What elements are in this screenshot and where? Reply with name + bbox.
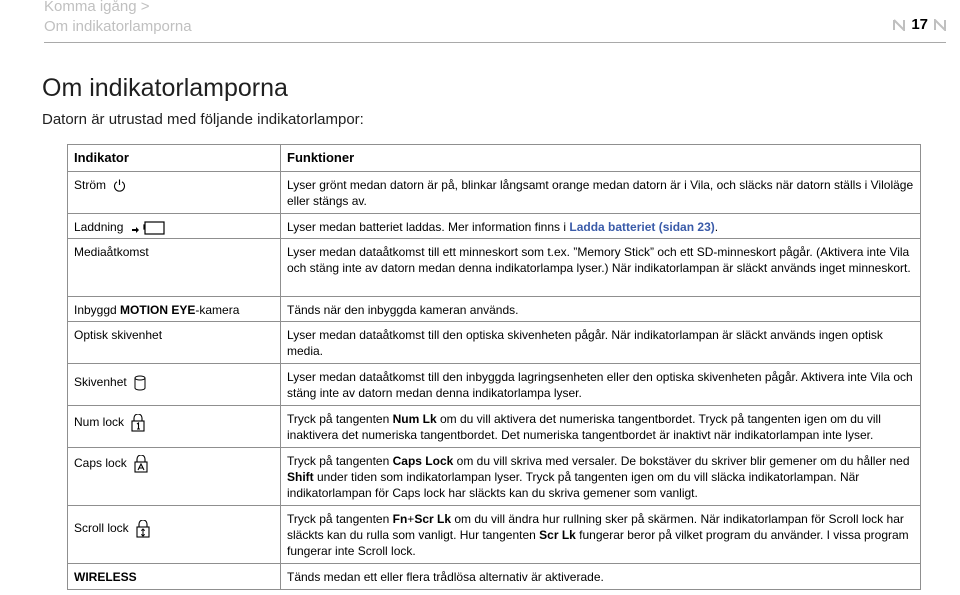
function-text: Tryck på tangenten — [287, 512, 393, 526]
table-header-row — [68, 145, 921, 172]
indicator-cell — [68, 406, 281, 448]
breadcrumb[interactable]: Komma igång > — [44, 0, 150, 15]
table-row — [68, 506, 921, 564]
indicator-cell — [68, 239, 281, 297]
page-navigation — [893, 16, 946, 33]
table-row — [68, 448, 921, 506]
disk-drive-icon — [134, 375, 146, 391]
function-cell — [281, 448, 921, 506]
indicator-name: Laddning — [74, 220, 124, 234]
indicator-name: Scroll lock — [74, 521, 129, 536]
power-icon — [113, 179, 126, 192]
function-text-mid: om du vill ändra hur rullning sker på skärmen. När indikatorlampan för Scroll lock har släckts kan du rulla som vanligt. Hur tangenten — [287, 512, 904, 542]
indicator-cell — [68, 214, 281, 239]
column-header-functions: Funktioner — [281, 145, 921, 172]
page-number: 17 — [911, 16, 928, 33]
battery-charge-icon — [131, 221, 165, 235]
key-fn: Fn — [392, 512, 408, 526]
function-cell — [281, 564, 921, 590]
page-subtitle: Datorn är utrustad med följande indikatorlampor: — [42, 111, 364, 128]
table-row — [68, 214, 921, 239]
table-row — [68, 239, 921, 297]
key-shift: Shift — [287, 470, 314, 484]
page-title: Om indikatorlamporna — [42, 74, 288, 102]
function-text: Tänds när den inbyggda kameran används. — [287, 303, 519, 317]
indicator-cell — [68, 564, 281, 590]
charge-battery-link[interactable]: Ladda batteriet — [569, 220, 656, 234]
function-text: Tänds medan ett eller flera trådlösa alternativ är aktiverade. — [287, 570, 604, 584]
page-reference-link[interactable]: (sidan 23) — [658, 220, 715, 234]
indicator-name: Num lock — [74, 415, 125, 430]
function-cell — [281, 297, 921, 322]
function-text: Lyser medan batteriet laddas. Mer information finns i — [287, 220, 570, 234]
header-divider — [44, 42, 946, 43]
function-cell — [281, 214, 921, 239]
function-text: Lyser medan dataåtkomst till den inbyggda lagringsenheten eller den optiska skivenheten pågår. Aktivera inte Vila och stäng inte av datorn medan denna indikatorlampa lyser. — [287, 370, 913, 400]
indicator-name: Mediaåtkomst — [74, 245, 149, 259]
indicator-name: Ström — [74, 178, 107, 192]
function-cell — [281, 239, 921, 297]
function-text: Lyser medan dataåtkomst till den optiska skivenheten pågår. När indikatorlampan är släckt används ingen optisk media. — [287, 328, 883, 358]
function-cell — [281, 322, 921, 364]
key-num-lk: Num Lk — [392, 412, 437, 426]
column-header-indicator: Indikator — [68, 145, 281, 172]
indicator-cell — [68, 364, 281, 406]
indicator-name: Optisk skivenhet — [74, 328, 163, 342]
key-caps-lock: Caps Lock — [392, 454, 454, 468]
table-row — [68, 564, 921, 590]
table-row — [68, 172, 921, 214]
indicator-name: Caps lock — [74, 456, 127, 471]
key-scr-lk-2: Scr Lk — [539, 528, 576, 542]
breadcrumb-section: Om indikatorlamporna — [44, 18, 192, 35]
indicator-name-brand: MOTION EYE — [120, 303, 196, 317]
key-plus: + — [407, 512, 415, 526]
indicator-cell — [68, 322, 281, 364]
indicator-name: WIRELESS — [74, 570, 137, 584]
function-cell — [281, 406, 921, 448]
indicator-name: Skivenhet — [74, 375, 127, 389]
indicator-name-prefix: Inbyggd — [74, 303, 121, 317]
table-row — [68, 297, 921, 322]
scroll-lock-icon — [136, 520, 150, 538]
function-text: Lyser grönt medan datorn är på, blinkar långsamt orange medan datorn är i Vila, och släcks när datorn ställs i Viloläge eller stängs av. — [287, 178, 914, 208]
function-text: Lyser medan dataåtkomst till ett minneskort som t.ex. ”Memory Stick” och ett SD-minneskort pågår. (Aktivera inte Vila och stäng inte av datorn medan denna indikatorlampa lyser.) När indikatorlampan är släckt används inget minneskort. — [287, 245, 911, 275]
function-cell — [281, 364, 921, 406]
function-cell — [281, 506, 921, 564]
function-cell — [281, 172, 921, 214]
function-text-end: fungerar beror på vilket program du använder. I vissa program fungerar inte Scroll lock. — [287, 528, 909, 558]
function-text-end: . — [714, 220, 719, 234]
key-scr-lk: Scr Lk — [414, 512, 451, 526]
indicator-table — [67, 144, 921, 590]
indicator-cell — [68, 448, 281, 506]
previous-page-icon[interactable] — [893, 19, 905, 31]
function-text-mid: om du vill skriva med versaler. De bokstäver du skriver blir gemener om du håller ned — [453, 454, 910, 468]
table-row — [68, 406, 921, 448]
next-page-icon[interactable] — [934, 19, 946, 31]
caps-lock-icon — [134, 455, 148, 473]
indicator-cell — [68, 297, 281, 322]
indicator-name-suffix: -kamera — [195, 303, 240, 317]
function-text-end: under tiden som indikatorlampan lyser. Tryck på tangenten igen om du vill släcka indikatorlampan. När indikatorlampan för Caps lock har släckts kan du skriva gemener som vanligt. — [287, 470, 860, 500]
indicator-cell — [68, 172, 281, 214]
table-row — [68, 364, 921, 406]
function-text: Tryck på tangenten — [287, 454, 393, 468]
indicator-cell — [68, 506, 281, 564]
table-row — [68, 322, 921, 364]
num-lock-icon — [131, 414, 145, 432]
function-text: Tryck på tangenten — [287, 412, 393, 426]
function-text-end: om du vill aktivera det numeriska tangentbordet. Tryck på tangenten igen om du vill inaktivera det numeriska tangentbordet. Det numeriska tangentbordet är inaktivt när indikatorlampan inte lyser. — [287, 412, 881, 442]
